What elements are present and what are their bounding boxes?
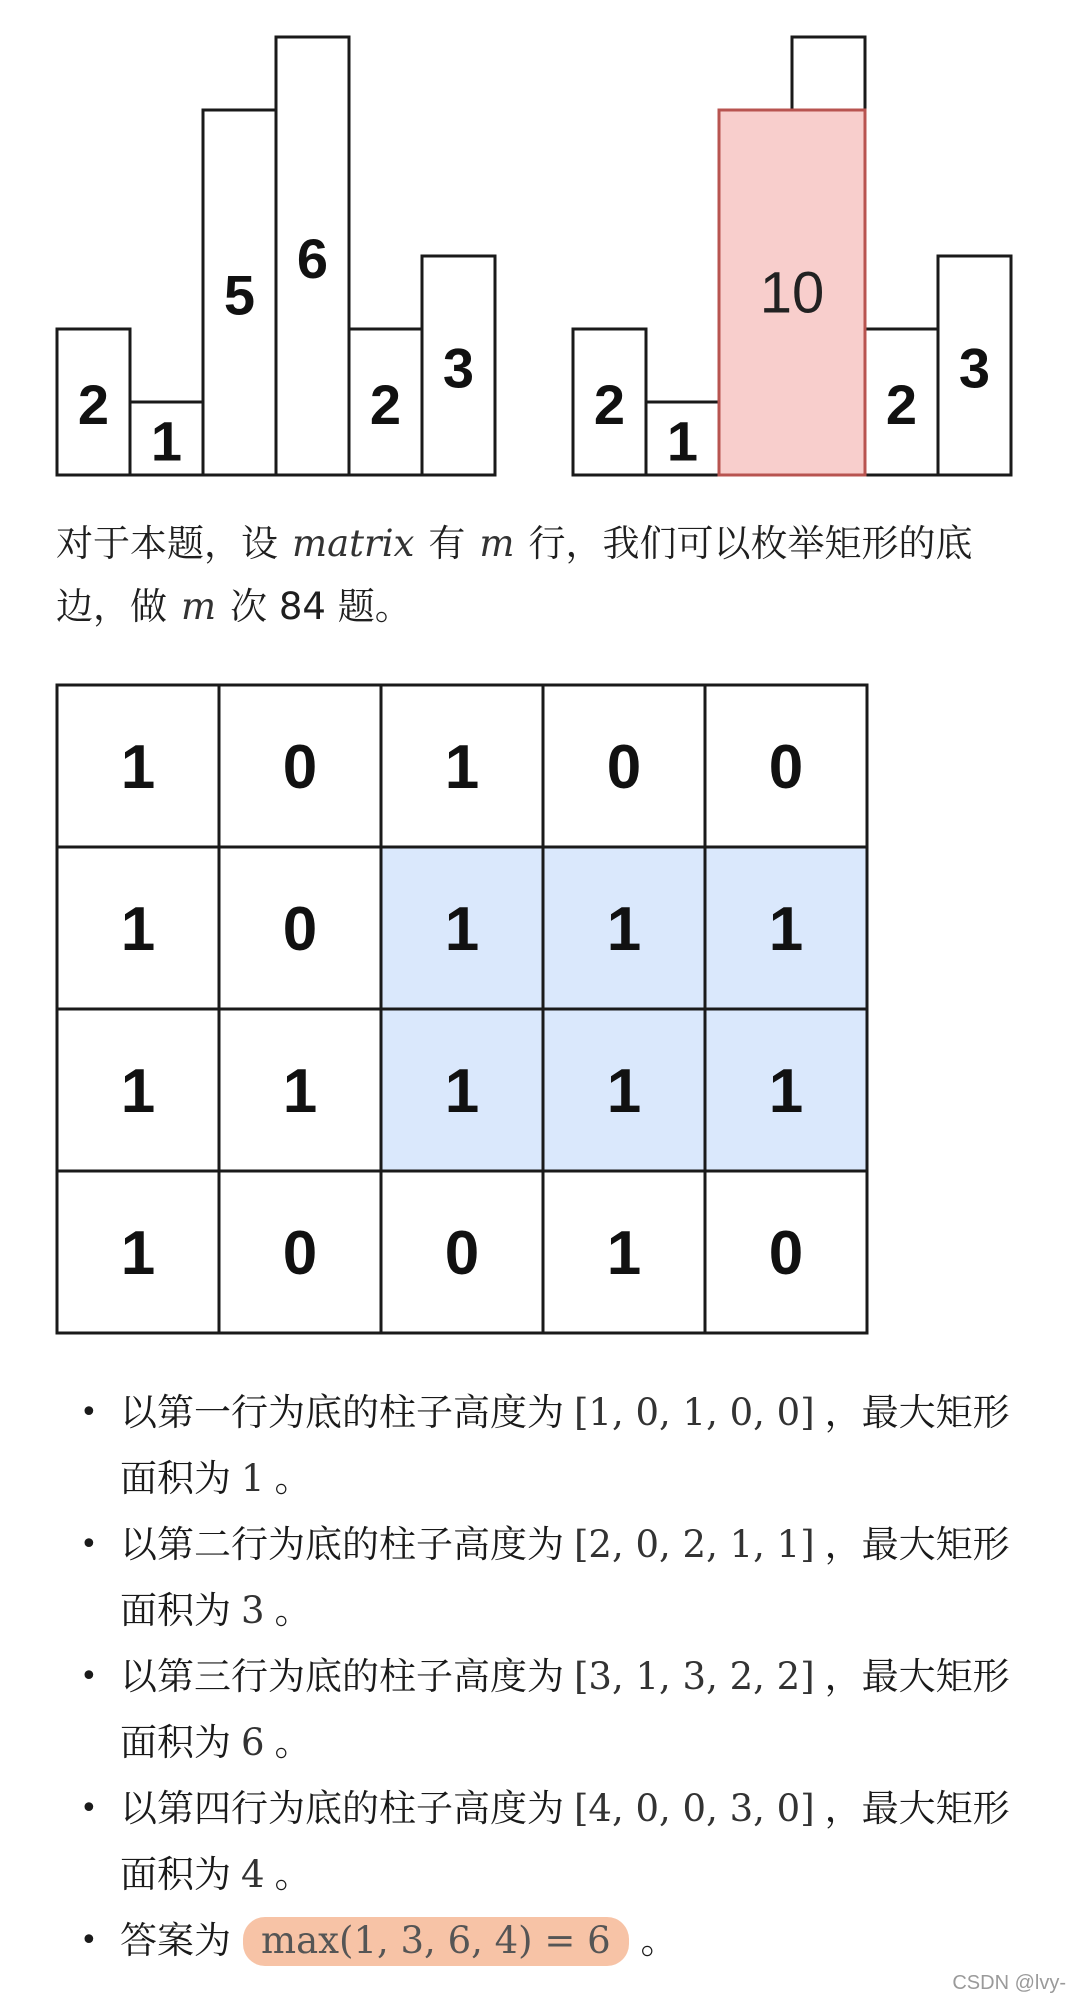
bullet-text: ，最大矩形面积为: [120, 1787, 1010, 1896]
grid-cell-value: 0: [282, 1219, 318, 1288]
var-m2: m: [181, 585, 217, 628]
grid-cell-value: 1: [444, 1057, 480, 1126]
grid-cell-value: 0: [444, 1219, 480, 1288]
bullet-dot: •: [80, 1395, 98, 1430]
row-explanations: [80, 1380, 1030, 1974]
list-item: [80, 1644, 1030, 1776]
heights-math: [2, 0, 2, 1, 1]: [574, 1523, 815, 1566]
grid-cell-value: 1: [768, 1057, 804, 1126]
heights-math: [4, 0, 0, 3, 0]: [574, 1787, 815, 1830]
var-m: m: [479, 522, 515, 565]
bar-label: 2: [593, 373, 626, 436]
bullet-dot: •: [80, 1659, 98, 1694]
grid-cell-value: 0: [768, 1219, 804, 1288]
heights-math: [3, 1, 3, 2, 2]: [574, 1655, 815, 1698]
grid-cell-value: 1: [120, 1057, 156, 1126]
bullet-text: 以第二行为底的柱子高度为: [120, 1523, 564, 1566]
bar-label: 1: [150, 409, 183, 473]
max-rectangle-label: 10: [759, 260, 825, 326]
bullet-text: 以第三行为底的柱子高度为: [120, 1655, 564, 1698]
intro-text-2: 有: [428, 522, 466, 565]
intro-text-1: 对于本题，设: [56, 522, 278, 565]
area-math: 6: [241, 1721, 265, 1764]
grid-cell-value: 1: [444, 733, 480, 802]
bar-label: 3: [958, 336, 991, 400]
grid-cell-value: 0: [282, 895, 318, 964]
final-end: 。: [640, 1919, 678, 1962]
bullet-text: 以第一行为底的柱子高度为: [120, 1391, 564, 1434]
bar-label: 2: [885, 373, 918, 436]
final-answer-math: max(1, 3, 6, 4) = 6: [243, 1917, 629, 1966]
var-matrix: matrix: [292, 522, 415, 565]
csdn-watermark: CSDN @lvy-: [952, 1972, 1066, 1994]
bar-label: 3: [442, 336, 475, 400]
bullet-text: ，最大矩形面积为: [120, 1523, 1010, 1632]
bar-label: 1: [666, 409, 699, 473]
area-math: 3: [241, 1589, 265, 1632]
area-math: 1: [241, 1457, 265, 1500]
grid-cell-value: 0: [768, 733, 804, 802]
list-item-final-answer: [80, 1908, 1030, 1974]
bullet-text: ，最大矩形面积为: [120, 1655, 1010, 1764]
bullet-text: ，最大矩形面积为: [120, 1391, 1010, 1500]
intro-text-4: 次 84 题。: [230, 585, 412, 628]
grid-cell-value: 1: [120, 733, 156, 802]
list-item: [80, 1380, 1030, 1512]
bar-label: 2: [369, 373, 402, 436]
grid-cell-value: 1: [444, 895, 480, 964]
bullet-dot: •: [80, 1791, 98, 1826]
bullet-end: 。: [274, 1457, 312, 1500]
bullet-text: 以第四行为底的柱子高度为: [120, 1787, 564, 1830]
grid-cell-value: 1: [606, 895, 642, 964]
grid-cell-value: 1: [120, 1219, 156, 1288]
bar-label: 2: [77, 373, 110, 436]
grid-cell-value: 1: [606, 1057, 642, 1126]
grid-cell-value: 1: [606, 1219, 642, 1288]
bullet-end: 。: [274, 1853, 312, 1896]
grid-cell-value: 1: [768, 895, 804, 964]
final-text: 答案为: [120, 1919, 231, 1962]
bar-label: 6: [296, 227, 329, 290]
list-item: [80, 1512, 1030, 1644]
bullet-dot: •: [80, 1527, 98, 1562]
grid-cell-value: 0: [282, 733, 318, 802]
area-math: 4: [241, 1853, 265, 1896]
grid-cell-value: 0: [606, 733, 642, 802]
bar-label: 5: [223, 263, 256, 327]
bullet-end: 。: [274, 1589, 312, 1632]
bullet-dot: •: [80, 1923, 98, 1958]
heights-math: [1, 0, 1, 0, 0]: [574, 1391, 815, 1434]
grid-cell-value: 1: [120, 895, 156, 964]
intro-text-3: 行，我们可以枚举矩形的底边，做: [56, 522, 973, 628]
list-item: [80, 1776, 1030, 1908]
grid-cell-value: 1: [282, 1057, 318, 1126]
bullet-end: 。: [274, 1721, 312, 1764]
